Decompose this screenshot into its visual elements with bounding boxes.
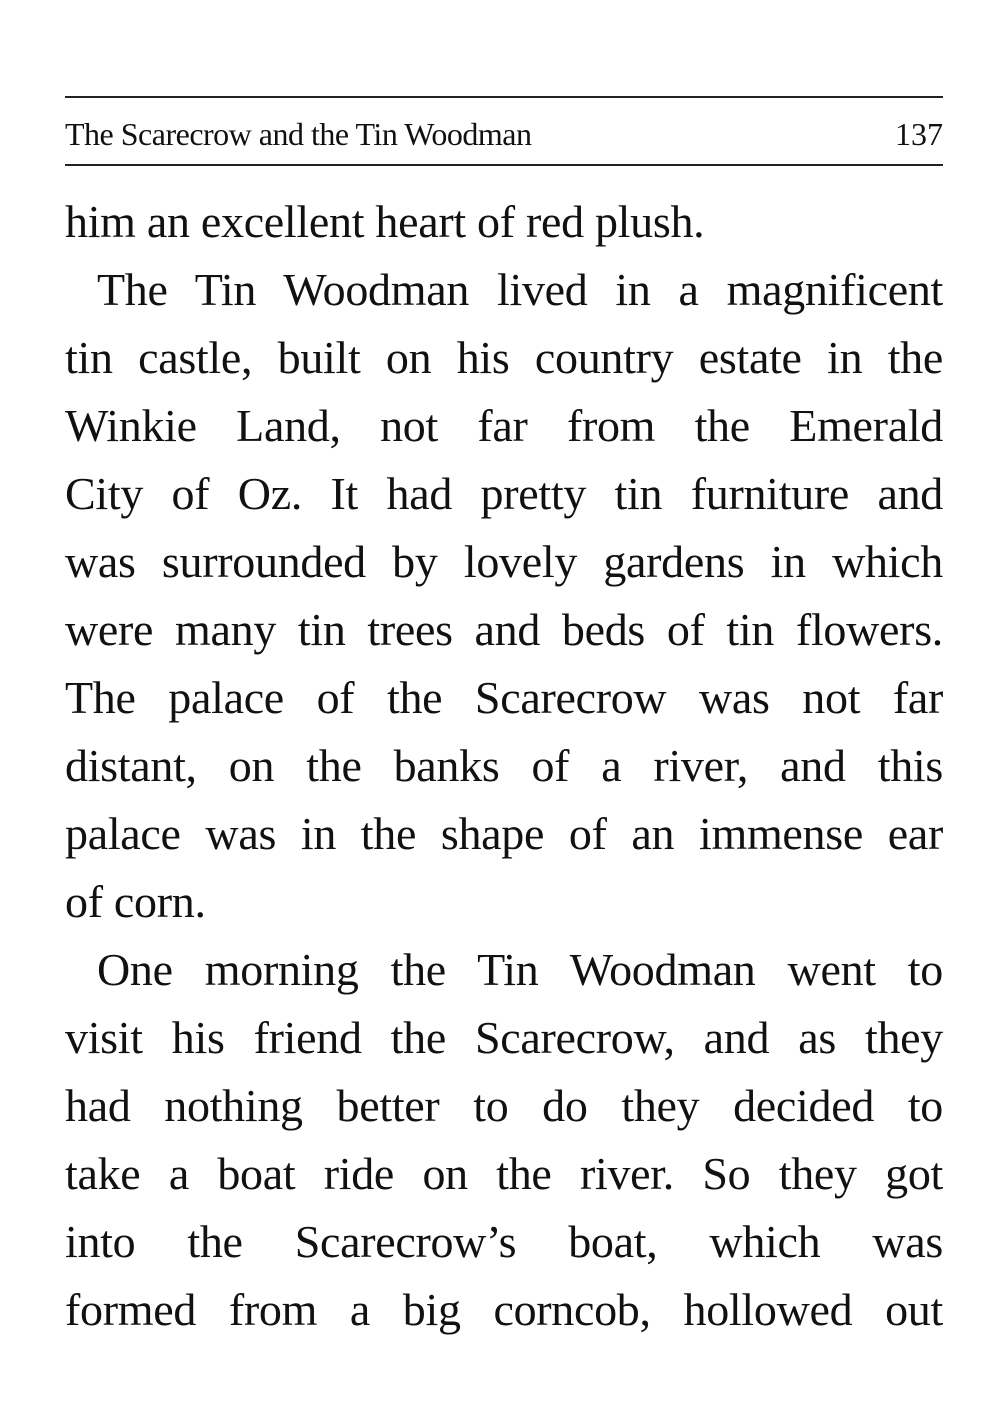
text-line: Winkie Land, not far from the Emerald (65, 400, 943, 451)
text-line: City of Oz. It had pretty tin furniture and (65, 468, 943, 519)
text-line: The palace of the Scarecrow was not far (65, 672, 943, 723)
text-line: distant, on the banks of a river, and this (65, 740, 943, 791)
text-line: were many tin trees and beds of tin flowers. (65, 604, 943, 655)
text-line: had nothing better to do they decided to (65, 1080, 943, 1131)
text-line: One morning the Tin Woodman went to (97, 944, 943, 995)
page-header (65, 96, 943, 166)
body-text (65, 188, 943, 1344)
text-line: into the Scarecrow’s boat, which was (65, 1216, 943, 1267)
text-line: him an excellent heart of red plush. (65, 196, 705, 247)
text-line: of corn. (65, 876, 206, 927)
running-title: The Scarecrow and the Tin Woodman (65, 116, 532, 152)
text-line: palace was in the shape of an immense ear (65, 808, 943, 859)
text-line: The Tin Woodman lived in a magnificent (97, 264, 943, 315)
page-number: 137 (895, 116, 943, 152)
text-line: take a boat ride on the river. So they got (65, 1148, 943, 1199)
text-line: formed from a big corncob, hollowed out (65, 1284, 943, 1335)
text-line: visit his friend the Scarecrow, and as they (65, 1012, 943, 1063)
text-line: was surrounded by lovely gardens in which (65, 536, 943, 587)
text-line: tin castle, built on his country estate in the (65, 332, 943, 383)
